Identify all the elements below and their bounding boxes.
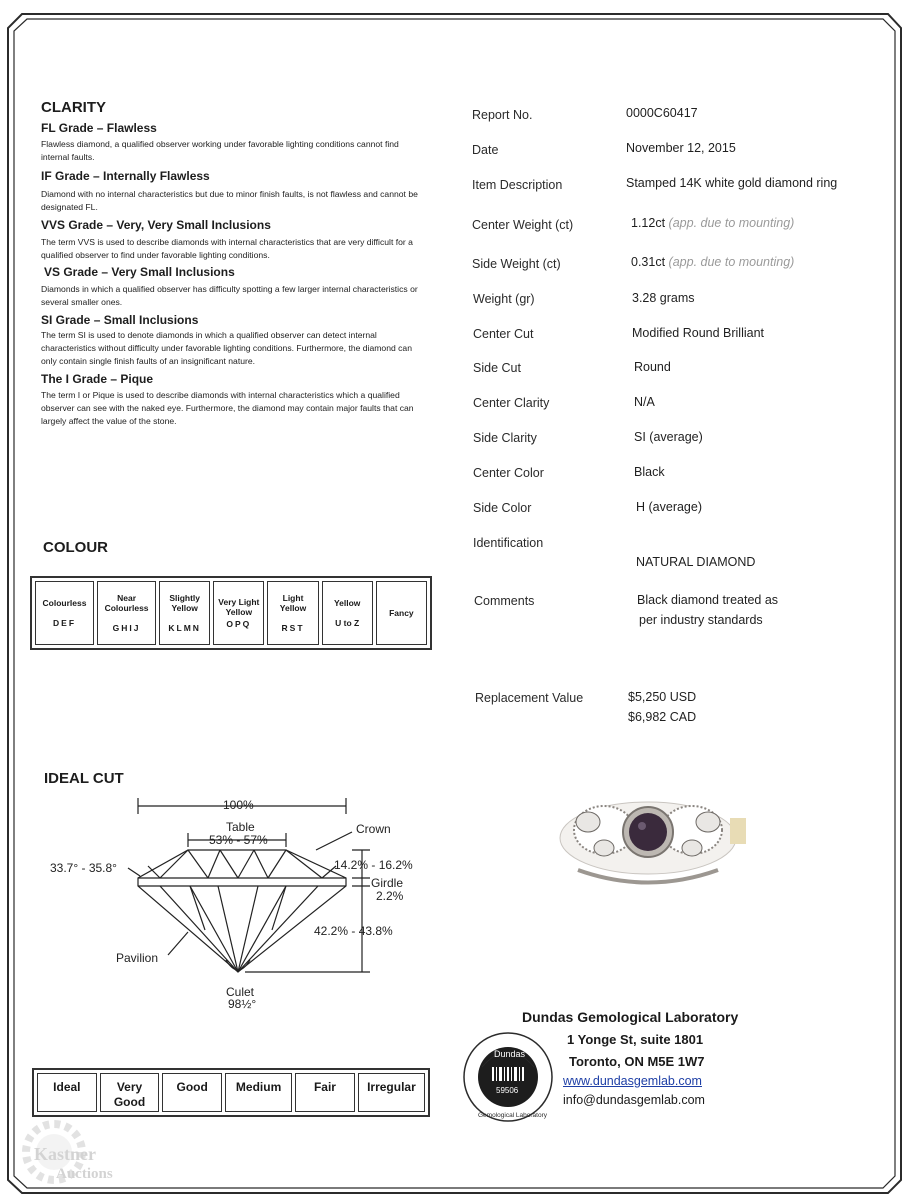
field-value-comments-line1: Black diamond treated as xyxy=(637,593,779,607)
field-label-side-cut: Side Cut xyxy=(473,361,521,375)
field-label-report-no: Report No. xyxy=(472,108,533,122)
seal-top-text: Dundas xyxy=(494,1049,526,1059)
colour-cell-colourless xyxy=(35,581,94,645)
cut-grade-table xyxy=(32,1068,430,1117)
field-label-weight-gr: Weight (gr) xyxy=(473,292,535,306)
colour-cell-light-yellow xyxy=(267,581,318,645)
lab-name: Dundas Gemological Laboratory xyxy=(522,1009,739,1025)
colour-cell-grade: OPQ xyxy=(226,619,252,629)
cut-grade-cell: Medium xyxy=(225,1073,292,1112)
label-girdle: Girdle xyxy=(371,876,404,890)
grade-title-vvs: VVS Grade – Very, Very Small Inclusions xyxy=(41,218,271,232)
field-value-center-weight xyxy=(631,216,794,230)
label-table: Table xyxy=(226,820,255,834)
grade-title-i: The I Grade – Pique xyxy=(41,372,154,386)
field-value-item-description: Stamped 14K white gold diamond ring xyxy=(626,176,838,190)
ideal-cut-heading: IDEAL CUT xyxy=(44,770,124,787)
lab-address-line2: Toronto, ON M5E 1W7 xyxy=(569,1054,705,1069)
cut-grade-cell: Very Good xyxy=(100,1073,160,1112)
field-value-replacement-cad: $6,982 CAD xyxy=(628,710,697,724)
grade-desc-if: Diamond with no internal characteristics but due to minor finish faults, is not flawless and cannot be designated FL. xyxy=(41,189,418,212)
label-crown-height: 14.2% - 16.2% xyxy=(334,858,413,872)
field-value-date: November 12, 2015 xyxy=(626,141,736,155)
grade-title-fl: FL Grade – Flawless xyxy=(41,121,157,135)
field-label-side-weight: Side Weight (ct) xyxy=(472,257,561,271)
colour-cell-name: Very Light Yellow xyxy=(218,597,260,617)
field-label-comments: Comments xyxy=(474,594,535,608)
side-weight-note: (app. due to mounting) xyxy=(668,255,795,269)
colour-cell-grade: U to Z xyxy=(335,618,360,628)
colour-cell-very-light-yellow xyxy=(213,581,264,645)
label-pavilion: Pavilion xyxy=(116,951,159,965)
field-label-replacement-value: Replacement Value xyxy=(475,691,584,705)
side-weight-value: 0.31ct xyxy=(631,255,666,269)
field-value-weight-gr: 3.28 grams xyxy=(632,291,695,305)
label-culet-value: 98½° xyxy=(228,997,257,1011)
clarity-heading: CLARITY xyxy=(41,99,106,116)
colour-cell-grade: RST xyxy=(281,623,305,633)
lab-email: info@dundasgemlab.com xyxy=(563,1093,705,1107)
field-label-center-color: Center Color xyxy=(473,466,544,480)
cut-grade-cell: Fair xyxy=(295,1073,355,1112)
grade-desc-si: The term SI is used to denote diamonds in which a qualified observer can detect internal characteristics without difficulty under favorable lighting conditions. Furthermore, the diamond can only contain single finish faults of an insignificant nature. xyxy=(41,330,412,366)
label-girdle-value: 2.2% xyxy=(376,889,404,903)
colour-cell-name: Slightly Yellow xyxy=(169,593,201,613)
auction-watermark xyxy=(18,1118,138,1192)
field-label-center-weight: Center Weight (ct) xyxy=(472,218,574,232)
colour-cell-name: Fancy xyxy=(389,608,414,618)
field-value-identification: NATURAL DIAMOND xyxy=(636,555,756,569)
label-crown-angle: 33.7° - 35.8° xyxy=(50,861,117,875)
colour-cell-name: Colourless xyxy=(42,598,87,608)
grade-desc-fl: Flawless diamond, a qualified observer working under favorable lighting conditions cannot find internal faults. xyxy=(41,139,399,162)
field-value-side-color: H (average) xyxy=(636,500,702,514)
colour-cell-name: Light Yellow xyxy=(279,593,307,613)
field-value-report-no: 0000C60417 xyxy=(626,106,698,120)
seal-bottom-text: Gemological Laboratory xyxy=(478,1112,548,1119)
grade-desc-vs: Diamonds in which a qualified observer has difficulty spotting a few larger internal characteristics or several smaller ones. xyxy=(41,284,418,307)
colour-cell-yellow xyxy=(322,581,373,645)
grade-desc-i: The term I or Pique is used to describe diamonds with internal characteristics which a qualified observer can see with the naked eye. Furthermore, the diamond may contain major faults that can largely affect the value of the stone. xyxy=(41,390,414,426)
field-value-comments-line2: per industry standards xyxy=(639,613,763,627)
label-crown: Crown xyxy=(356,822,391,836)
field-label-side-clarity: Side Clarity xyxy=(473,431,537,445)
label-pavilion-depth: 42.2% - 43.8% xyxy=(314,924,393,938)
watermark-line2: Auctions xyxy=(56,1166,113,1182)
colour-cell-name: Near Colourless xyxy=(104,593,149,613)
lab-address-line1: 1 Yonge St, suite 1801 xyxy=(567,1032,704,1047)
clarity-grades xyxy=(41,121,421,428)
label-total: 100% xyxy=(223,798,254,812)
cut-grade-cell: Good xyxy=(162,1073,222,1112)
cut-grade-cell: Ideal xyxy=(37,1073,97,1112)
field-value-center-clarity: N/A xyxy=(634,395,655,409)
colour-cell-name: Yellow xyxy=(333,598,361,608)
colour-cell-grade: KLMN xyxy=(168,623,201,633)
field-label-center-clarity: Center Clarity xyxy=(473,396,550,410)
colour-heading: COLOUR xyxy=(43,539,108,556)
seal-number: 59506 xyxy=(496,1086,519,1095)
colour-scale-table xyxy=(30,576,432,650)
colour-cell-fancy xyxy=(376,581,427,645)
grade-desc-vvs: The term VVS is used to describe diamonds with internal characteristics that are very difficult for a qualified observer to find under favorable lighting conditions. xyxy=(41,237,413,260)
colour-cell-grade: DEF xyxy=(53,618,77,628)
grade-title-vs: VS Grade – Very Small Inclusions xyxy=(44,265,235,279)
field-label-side-color: Side Color xyxy=(473,501,532,515)
center-weight-value: 1.12ct xyxy=(631,216,666,230)
lab-website-link[interactable]: www.dundasgemlab.com xyxy=(563,1074,702,1088)
ideal-cut-diagram xyxy=(40,790,430,1015)
field-label-center-cut: Center Cut xyxy=(473,327,534,341)
ring-photo xyxy=(548,790,748,900)
field-value-side-cut: Round xyxy=(634,360,671,374)
colour-cell-slightly-yellow xyxy=(159,581,210,645)
lab-seal xyxy=(452,1027,564,1127)
cut-grade-cell: Irregular xyxy=(358,1073,425,1112)
colour-cell-near-colourless xyxy=(97,581,156,645)
field-value-side-clarity: SI (average) xyxy=(634,430,703,444)
field-value-center-cut: Modified Round Brilliant xyxy=(632,326,765,340)
field-value-center-color: Black xyxy=(634,465,665,479)
field-label-date: Date xyxy=(472,143,499,157)
colour-cell-grade: GHIJ xyxy=(112,623,141,633)
field-value-replacement-usd: $5,250 USD xyxy=(628,690,697,704)
watermark-line1: Kastner xyxy=(34,1144,96,1164)
label-culet: Culet xyxy=(226,985,255,999)
field-value-side-weight xyxy=(631,255,794,269)
grade-title-si: SI Grade – Small Inclusions xyxy=(41,313,199,327)
grade-title-if: IF Grade – Internally Flawless xyxy=(41,169,210,183)
label-table-range: 53% - 57% xyxy=(209,833,268,847)
center-weight-note: (app. due to mounting) xyxy=(668,216,795,230)
field-label-item-description: Item Description xyxy=(472,178,563,192)
field-label-identification: Identification xyxy=(473,536,544,550)
